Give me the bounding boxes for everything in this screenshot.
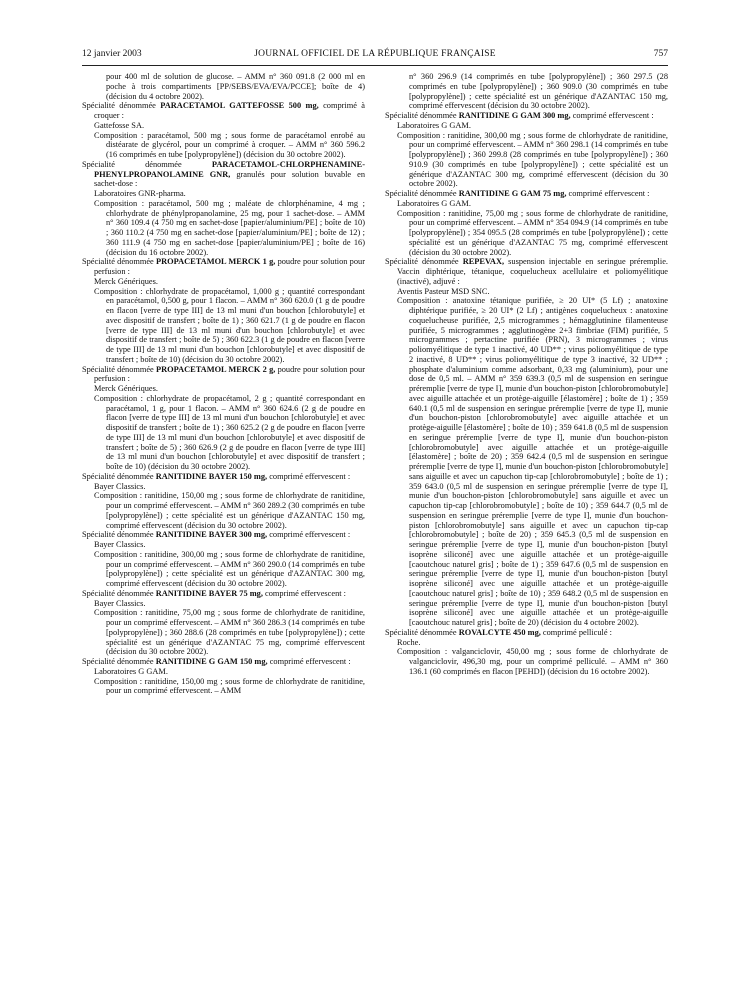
composition-paragraph: Composition : paracétamol, 500 mg ; maléate de chlorphénamine, 4 mg ; chlorhydrate de phénylpropanolamine, 25 mg, pour 1 sachet-dose. – AMM n° 360 109.4 (4 750 mg en sachet-dose [papier/aluminium/PE] ; boîte de 10) ; 360 110.2 (4 750 mg en sachet-dose [papier/aluminium/PE] ; boîte de 12) ; 360 111.9 (4 750 mg en sachet-dose [papier/aluminium/PE] ; boîte de 16) (décision du 16 octobre 2002). [94, 198, 365, 257]
specialty-heading [385, 111, 668, 121]
specialty-prefix: Spécialité dénommée [82, 364, 157, 374]
composition-paragraph: Composition : chlorhydrate de propacétamol, 2 g ; quantité correspondant en paracétamol, 1 g, pour 1 flacon. – AMM n° 360 624.6 (2 g de poudre en flacon [verre de type III] de 13 ml muni d'un bouchon [chlorobutyle] et avec dispositif de transfert ; boîte de 1) ; 360 625.2 (2 g de poudre en flacon [verre de type III] de 13 ml muni d'un bouchon [chlorobutyle] et avec dispositif de transfert ; boîte de 5) ; 360 626.9 (2 g de poudre en flacon [verre de type III] de 13 ml muni d'un bouchon [chlorobutyle] et avec dispositif de transfert ; boîte de 10) (décision du 30 octobre 2002). [94, 393, 365, 471]
specialty-heading [82, 589, 365, 599]
specialty-form: granulés pour solution buvable en sachet-dose : [94, 169, 365, 189]
specialty-name: REPEVAX, [462, 257, 505, 267]
laboratory-name: Laboratoires G GAM. [397, 120, 471, 130]
continued-text: n° 360 296.9 (14 comprimés en tube [polypropylène]) ; 360 297.5 (28 comprimés en tube [polypropylène]) ; 360 909.0 (30 comprimés en tube [polypropylène]) ; cette spécialité est un générique d'AZANTAC 150 mg, comprimé effervescent (décision du 30 octobre 2002). [409, 72, 668, 111]
specialty-prefix: Spécialité dénommée [82, 530, 156, 540]
specialty-form: comprimé à croquer : [94, 101, 366, 120]
specialty-heading [82, 657, 365, 667]
left-column [82, 72, 365, 696]
specialty-name: RANITIDINE G GAM 150 mg, [155, 657, 268, 666]
specialty-form: poudre pour solution pour perfusion : [94, 257, 365, 276]
specialty-name: RANITIDINE BAYER 150 mg, [155, 471, 268, 481]
laboratory-name: Laboratoires G GAM. [94, 666, 168, 676]
specialty-heading [82, 101, 365, 121]
specialty-heading [385, 628, 668, 638]
laboratory-name: Gattefosse SA. [94, 120, 145, 130]
specialty-name: RANITIDINE G GAM 75 mg, [458, 189, 567, 198]
specialty-name: PARACETAMOL GATTEFOSSE 500 mg, [160, 101, 319, 111]
specialty-name: RANITIDINE BAYER 300 mg, [155, 530, 268, 540]
specialty-heading [82, 530, 365, 540]
laboratory-name: Bayer Classics. [94, 540, 146, 549]
composition-paragraph: Composition : paracétamol, 500 mg ; sous forme de paracétamol enrobé au distéarate de glycérol, pour un comprimé à croquer. – AMM n° 360 596.2 (16 comprimés en tube [polypropylène]) (décision du 30 octobre 2002). [94, 130, 365, 159]
issue-date: 12 janvier 2003 [82, 49, 142, 59]
specialty-name: PROPACETAMOL MERCK 1 g, [156, 257, 276, 267]
specialty-form: poudre pour solution pour perfusion : [94, 364, 365, 384]
laboratory-name: Roche. [397, 637, 421, 647]
composition-paragraph: Composition : valganciclovir, 450,00 mg ; sous forme de chlorhydrate de valganciclovir, 496,30 mg, pour un comprimé pelliculé. – AMM n° 360 136.1 (60 comprimés en flacon [PEHD]) (décision du 16 octobre 2002). [397, 647, 668, 676]
specialty-prefix: Spécialité dénommée [82, 101, 161, 111]
composition-paragraph: Composition : anatoxine tétanique purifiée, ≥ 20 UI* (5 Lf) ; anatoxine diphtérique purifiée, ≥ 20 UI* (2 Lf) ; antigènes coquelucheux : anatoxine coquelucheuse purifiée, 2,5 microgrammes ; hémagglutinine filamenteuse purifiée, 5 microgrammes ; agglutinogène 2+3 fimbriae (FIM) purifiée, 5 microgrammes ; pertactine purifiée (PRN), 3 microgrammes ; virus poliomyélitique de type 1 inactivé, 40 UD** ; virus poliomyélitique de type 2 inactivé, 8 UD** ; virus poliomyélitique de type 3 inactivé, 32 UD** ; phosphate d'aluminium comme adsorbant, 0,33 mg (aluminium), pour une dose de 0,5 ml. – AMM n° 359 639.3 (0,5 ml de suspension en seringue préremplie [verre de type I], munie d'un bouchon-piston [chlorobromobutyle] avec aiguille attachée et un protège-aiguille [élastomère] ; boîte de 1) ; 359 640.1 (0,5 ml de suspension en seringue préremplie [verre de type I], munie d'un bouchon-piston [chlorobromobutyle] avec aiguille attachée et un protège-aiguille [élastomère] ; boîte de 10) ; 359 641.8 (0,5 ml de suspension en seringue préremplie [verre de type I], munie d'un bouchon-piston [chlorobromobutyle] avec aiguille attachée et un protège-aiguille [élastomère] ; boîte de 20) ; 359 642.4 (0,5 ml de suspension en seringue préremplie [verre de type I], munie d'un bouchon-piston [chlorobromobutyle] sans aiguille et avec un capuchon tip-cap [chlorobromobutyle] ; boîte de 1) ; 359 643.0 (0,5 ml de suspension en seringue préremplie [verre de type I], munie d'un bouchon-piston [chlorobromobutyle] sans aiguille et avec un capuchon tip-cap [chlorobromobutyle] ; boîte de 10) ; 359 644.7 (0,5 ml de suspension en seringue préremplie [verre de type I], munie d'un bouchon-piston [chlorobromobutyle] sans aiguille et avec un capuchon tip-cap [chlorobromobutyle] ; boîte de 20) ; 359 645.3 (0,5 ml de suspension en seringue préremplie [verre de type I], munie d'un bouchon-piston [butyl isoprène siliconé] avec une aiguille attachée et un protège-aiguille [caoutchouc naturel gris] ; boîte de 1) ; 359 647.6 (0,5 ml de suspension en seringue préremplie [verre de type I], munie d'un bouchon-piston [butyl isoprène siliconé] avec une aiguille attachée et un protège-aiguille [caoutchouc naturel gris] ; boîte de 10) ; 359 648.2 (0,5 ml de suspension en seringue préremplie [verre de type I], munie d'un bouchon-piston [butyl isoprène siliconé] avec une aiguille attachée et un protège-aiguille [caoutchouc naturel gris] ; boîte de 20) (décision du 4 octobre 2002). [397, 296, 668, 627]
composition-paragraph: Composition : ranitidine, 150,00 mg ; sous forme de chlorhydrate de ranitidine, pour un comprimé effervescent. – AMM n° 360 289.2 (30 comprimés en tube [polypropylène]) ; cette spécialité est un générique d'AZANTAC 150 mg, comprimé effervescent (décision du 30 octobre 2002). [94, 491, 366, 530]
specialty-prefix: Spécialité dénommée [82, 471, 156, 481]
specialty-heading [82, 365, 365, 385]
specialty-prefix: Spécialité dénommée [82, 159, 212, 169]
journal-title: JOURNAL OFFICIEL DE LA RÉPUBLIQUE FRANÇAISE [254, 49, 496, 59]
composition-paragraph: Composition : ranitidine, 300,00 mg ; sous forme de chlorhydrate de ranitidine, pour un comprimé effervescent. – AMM n° 360 290.0 (14 comprimés en tube [polypropylène]) ; cette spécialité est un générique d'AZANTAC 300 mg, comprimé effervescent (décision du 30 octobre 2002). [94, 549, 366, 588]
specialty-heading [82, 160, 365, 189]
specialty-heading [385, 189, 668, 199]
laboratory-name: Laboratoires G GAM. [397, 198, 471, 208]
composition-paragraph: Composition : chlorhydrate de propacétamol, 1,000 g ; quantité correspondant en paracétamol, 0,500 g, pour 1 flacon. – AMM n° 360 620.0 (1 g de poudre en flacon [verre de type III] de 13 ml muni d'un bouchon [chlorobutyle] et avec dispositif de transfert ; boîte de 1) ; 360 621.7 (1 g de poudre en flacon [verre de type III] de 13 ml muni d'un bouchon [chlorobutyle] et avec dispositif de transfert ; boîte de 5) ; 360 622.3 (1 g de poudre en flacon [verre de type III] de 13 ml muni d'un bouchon [chlorobutyle] et avec dispositif de transfert ; boîte de 10) (décision du 30 octobre 2002). [94, 286, 365, 364]
specialty-name: PROPACETAMOL MERCK 2 g, [156, 364, 276, 374]
laboratory-name: Laboratoires GNR-pharma. [94, 189, 186, 198]
specialty-prefix: Spécialité dénommée [385, 627, 459, 637]
page-number: 757 [653, 49, 668, 59]
specialty-form: comprimé effervescent : [566, 189, 650, 198]
right-column [385, 72, 668, 677]
specialty-heading [82, 472, 365, 482]
page-header [82, 49, 668, 63]
specialty-form: comprimé effervescent : [267, 471, 351, 481]
composition-paragraph: Composition : ranitidine, 300,00 mg ; sous forme de chlorhydrate de ranitidine, pour un comprimé effervescent. – AMM n° 360 298.1 (14 comprimés en tube [polypropylène]) ; 360 299.8 (28 comprimés en tube [polypropylène]) ; 360 910.9 (30 comprimés en tube [polypropylène]) ; cette spécialité est un générique d'AZANTAC 300 mg, comprimé effervescent (décision du 30 octobre 2002). [397, 130, 669, 189]
composition-paragraph: Composition : ranitidine, 75,00 mg ; sous forme de chlorhydrate de ranitidine, pour un comprimé effervescent. – AMM n° 360 286.3 (14 comprimés en tube [polypropylène]) ; 360 288.6 (28 comprimés en tube [polypropylène]) ; cette spécialité est un générique d'AZANTAC 75 mg, comprimé effervescent (décision du 30 octobre 2002). [94, 608, 366, 657]
laboratory-name: Merck Génériques. [94, 384, 158, 393]
specialty-form: comprimé effervescent : [267, 657, 351, 666]
laboratory-name: Bayer Classics. [94, 481, 146, 491]
specialty-form: comprimé effervescent : [267, 530, 351, 540]
specialty-name: RANITIDINE G GAM 300 mg, [458, 111, 571, 120]
specialty-prefix: Spécialité dénommée [385, 111, 459, 120]
specialty-form: comprimé effervescent : [262, 588, 346, 598]
laboratory-name: Bayer Classics. [94, 598, 146, 608]
specialty-form: comprimé pelliculé : [540, 627, 612, 637]
specialty-form: suspension injectable en seringue préremplie. Vaccin diphtérique, tétanique, coquelucheux acellulaire et poliomyélitique (inactivé), adjuvé : [397, 257, 668, 286]
laboratory-name: Merck Génériques. [94, 276, 158, 286]
composition-paragraph: Composition : ranitidine, 75,00 mg ; sous forme de chlorhydrate de ranitidine, pour un comprimé effervescent. – AMM n° 354 094.9 (14 comprimés en tube [polypropylène]) ; 354 095.5 (28 comprimés en tube [polypropylène]) ; cette spécialité est un générique d'AZANTAC 75 mg, comprimé effervescent (décision du 30 octobre 2002). [397, 208, 669, 257]
specialty-name: PARACETAMOL-CHLORPHENAMINE-PHENYLPROPANOLAMINE GNR, [94, 159, 365, 179]
specialty-prefix: Spécialité dénommée [385, 257, 463, 267]
specialty-name: ROVALCYTE 450 mg, [458, 627, 541, 637]
laboratory-name: Aventis Pasteur MSD SNC. [397, 286, 490, 296]
specialty-prefix: Spécialité dénommée [82, 588, 156, 598]
specialty-prefix: Spécialité dénommée [385, 189, 459, 198]
composition-paragraph: Composition : ranitidine, 150,00 mg ; sous forme de chlorhydrate de ranitidine, pour un comprimé effervescent. – AMM [94, 676, 365, 696]
specialty-heading [82, 257, 365, 277]
specialty-form: comprimé effervescent : [570, 111, 654, 120]
specialty-heading [385, 257, 668, 286]
specialty-prefix: Spécialité dénommée [82, 657, 156, 666]
header-rule [82, 65, 668, 66]
specialty-prefix: Spécialité dénommée [82, 257, 157, 267]
specialty-name: RANITIDINE BAYER 75 mg, [155, 588, 263, 598]
continued-text: pour 400 ml de solution de glucose. – AMM n° 360 091.8 (2 000 ml en poche à trois compartiments [PP/SEBS/EVA/EVA/PCCE]; boîte de 4) (décision du 4 octobre 2002). [106, 72, 365, 101]
